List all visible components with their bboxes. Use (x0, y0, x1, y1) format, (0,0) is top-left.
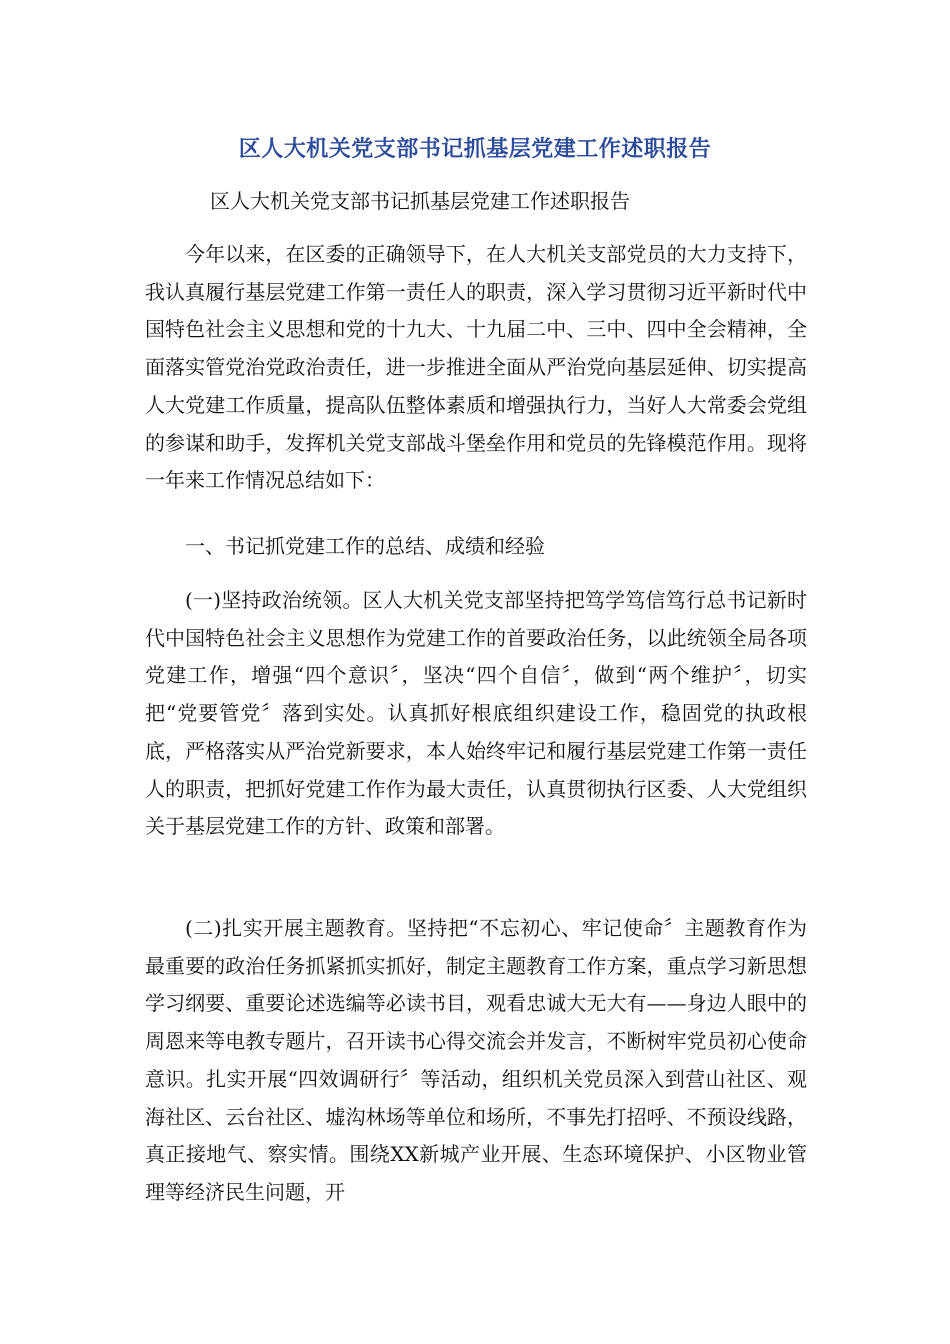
paragraph-political-leadership: (一)坚持政治统领。区人大机关党支部坚持把笃学笃信笃行总书记新时代中国特色社会主义思想作为党建工作的首要政治任务，以此统领全局各项党建工作，增强“四个意识〞，坚决“四个自信〞，做到“两个维护〞，切实把“党要管党〞落到实处。认真抓好根底组织建设工作，稳固党的执政根底，严格落实从严治党新要求，本人始终牢记和履行基层党建工作第一责任人的职责，把抓好党建工作作为最大责任，认真贯彻执行区委、人大党组织关于基层党建工作的方针、政策和部署。 (145, 588, 807, 839)
paragraph-theme-education: (二)扎实开展主题教育。坚持把“不忘初心、牢记使命〞主题教育作为最重要的政治任务抓紧抓实抓好，制定主题教育工作方案，重点学习新思想学习纲要、重要论述选编等必读书目，观看忠诚大无大有——身边人眼中的周恩来等电教专题片，召开读书心得交流会并发言，不断树牢党员初心使命意识。扎实开展“四效调研行〞等活动，组织机关党员深入到营山社区、观海社区、云台社区、墟沟林场等单位和场所，不事先打招呼、不预设线路，真正接地气、察实情。围绕XX新城产业开展、生态环境保护、小区物业管理等经济民生问题，开 (145, 916, 807, 1204)
section-heading-1: 一、书记抓党建工作的总结、成绩和经验 (185, 534, 545, 558)
document-title: 区人大机关党支部书记抓基层党建工作述职报告 (238, 137, 712, 162)
paragraph-intro: 今年以来，在区委的正确领导下，在人大机关支部党员的大力支持下，我认真履行基层党建工作第一责任人的职责，深入学习贯彻习近平新时代中国特色社会主义思想和党的十九大、十九届二中、三中、四中全会精神，全面落实管党治党政治责任，进一步推进全面从严治党向基层延伸、切实提高人大党建工作质量，提高队伍整体素质和增强执行力，当好人大常委会党组的参谋和助手，发挥机关党支部战斗堡垒作用和党员的先锋模范作用。现将一年来工作情况总结如下： (145, 242, 807, 493)
document-subtitle: 区人大机关党支部书记抓基层党建工作述职报告 (210, 189, 630, 213)
